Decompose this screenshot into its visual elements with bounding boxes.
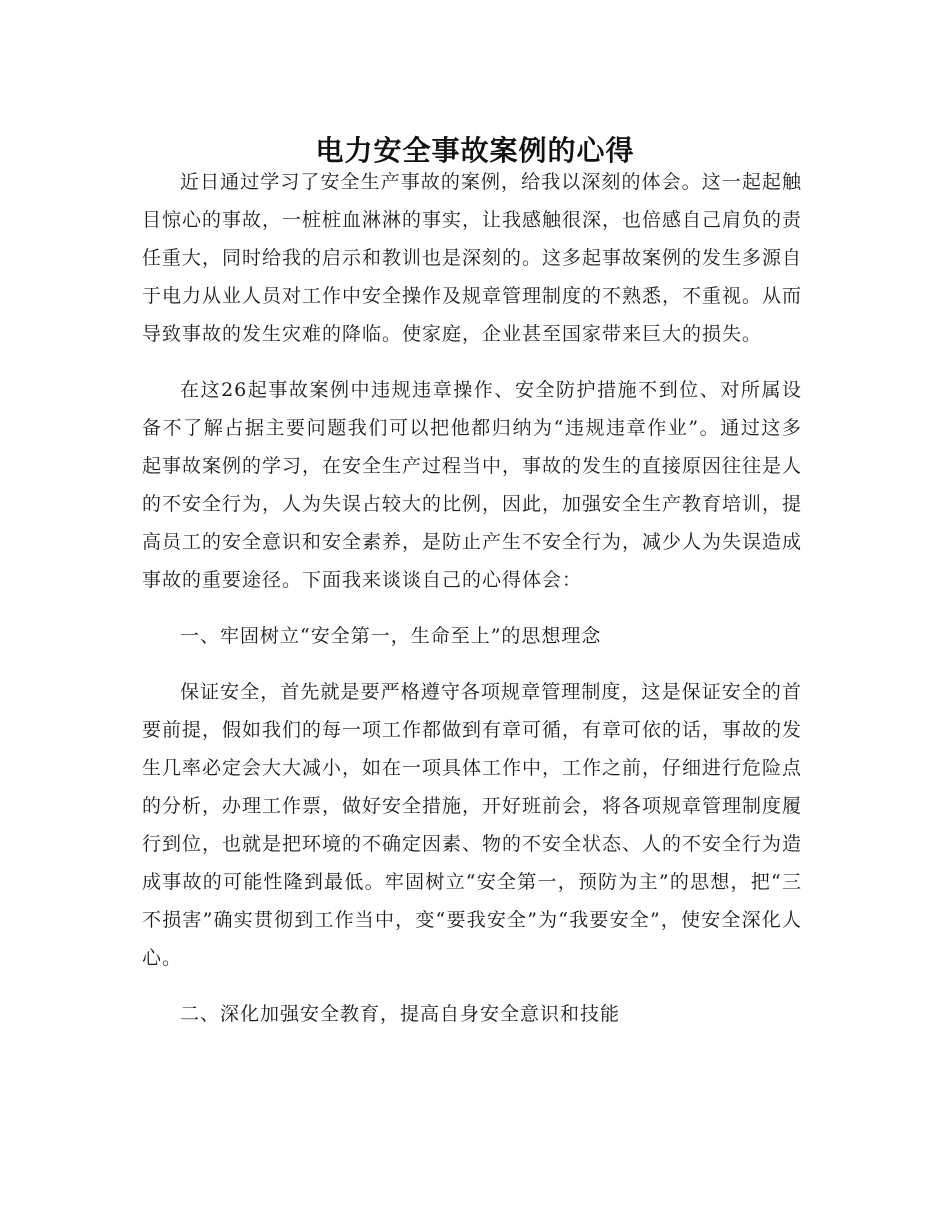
section-heading-1: 一、牢固树立“安全第一，生命至上”的思想理念 <box>180 625 602 647</box>
document-body <box>142 163 802 1051</box>
paragraph-safety-first: 保证安全，首先就是要严格遵守各项规章管理制度，这是保证安全的首要前提，假如我们的每一项工作都做到有章可循，有章可依的话，事故的发生几率必定会大大减小，如在一项具体工作中，工作之前，仔细进行危险点的分析，办理工作票，做好安全措施，开好班前会，将各项规章管理制度履行到位，也就是把环境的不确定因素、物的不安全状态、人的不安全行为造成事故的可能性隆到最低。牢固树立“安全第一，预防为主”的思想，把“三不损害”确实贯彻到工作当中，变“要我安全”为“我要安全”，使安全深化人心。 <box>142 681 803 969</box>
document-title: 电力安全事故案例的心得 <box>315 133 635 167</box>
section-heading-2: 二、深化加强安全教育，提高自身安全意识和技能 <box>180 1003 621 1025</box>
paragraph-case-analysis: 在这26起事故案例中违规违章操作、安全防护措施不到位、对所属设备不了解占据主要问题我们可以把他都归纳为“违规违章作业”。通过这多起事故案例的学习，在安全生产过程当中，事故的发生的直接原因往往是人的不安全行为，人为失误占较大的比例，因此，加强安全生产教育培训，提高员工的安全意识和安全素养，是防止产生不安全行为，减少人为失误造成事故的重要途径。下面我来谈谈自己的心得体会： <box>142 379 803 591</box>
paragraph-intro: 近日通过学习了安全生产事故的案例，给我以深刻的体会。这一起起触目惊心的事故，一桩桩血淋淋的事实，让我感触很深，也倍感自己肩负的责任重大，同时给我的启示和教训也是深刻的。这多起事故案例的发生多源自于电力从业人员对工作中安全操作及规章管理制度的不熟悉，不重视。从而导致事故的发生灾难的降临。使家庭，企业甚至国家带来巨大的损失。 <box>142 171 803 345</box>
